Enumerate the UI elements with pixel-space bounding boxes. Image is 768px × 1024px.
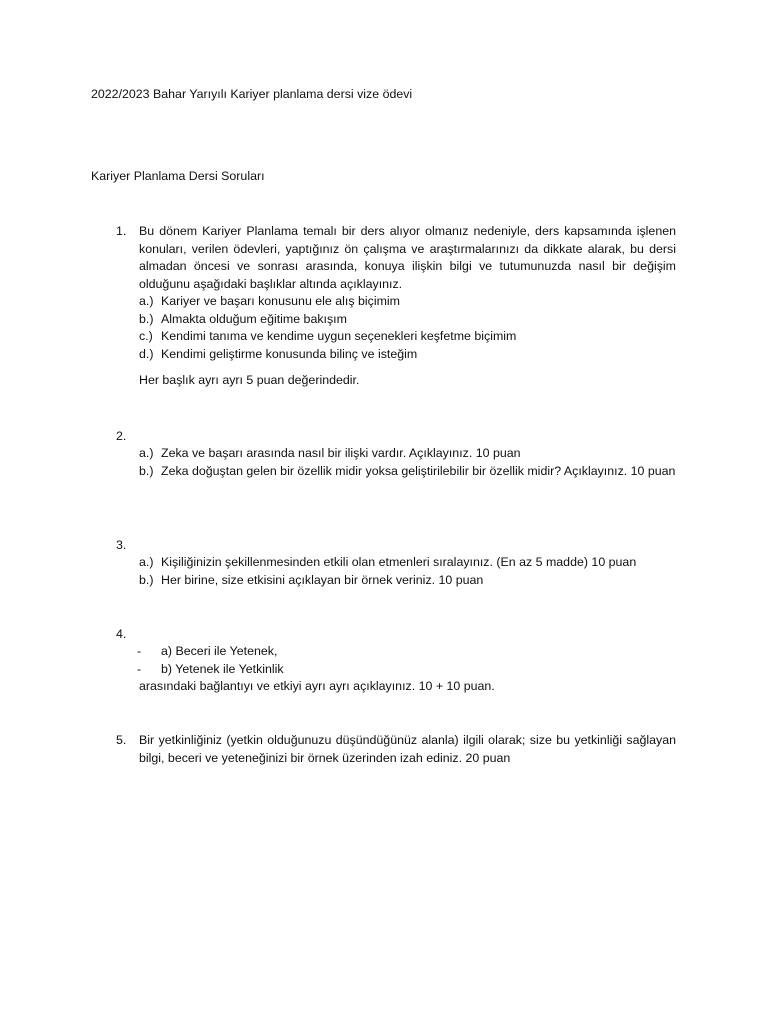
document-header: 2022/2023 Bahar Yarıyılı Kariyer planlama dersi vize ödevi [91, 87, 413, 101]
question-3-item-b [139, 572, 676, 590]
question-5 [139, 732, 676, 767]
item-text: Kariyer ve başarı konusunu ele alış biçimim [161, 294, 400, 308]
question-4-note: arasındaki bağlantıyı ve etkiyi ayrı ayrı açıklayınız. 10 + 10 puan. [139, 679, 495, 693]
question-4-item-a [139, 643, 676, 661]
item-text: Her birine, size etkisini açıklayan bir örnek veriniz. 10 puan [161, 572, 484, 587]
question-5-number: 5. [116, 733, 127, 747]
question-1-item-b [139, 311, 676, 329]
question-2 [139, 445, 676, 480]
question-1-item-a [139, 293, 676, 311]
question-4-number: 4. [116, 627, 127, 641]
item-text: Kendimi tanıma ve kendime uygun seçenekleri keşfetme biçimim [161, 329, 517, 343]
question-3 [139, 554, 676, 589]
question-1-note: Her başlık ayrı ayrı 5 puan değerindedir. [139, 373, 360, 387]
question-3-number: 3. [116, 538, 127, 552]
question-2-number: 2. [116, 429, 127, 443]
question-1-item-d [139, 346, 676, 364]
question-1-text: Bu dönem Kariyer Planlama temalı bir ders alıyor olmanız nedeniyle, ders kapsamında işlenen konuları, verilen ödevleri, yaptığınız ön çalışma ve araştırmalarınızı da dikkate alarak, bu dersi almadan öncesi ve sonrası arasında, konuya ilişkin bilgi ve tutumunuzda nasıl bir değişim olduğunu aşağıdaki başlıklar altında açıklayınız. [139, 224, 676, 291]
question-1 [139, 223, 676, 390]
item-text: Zeka ve başarı arasında nasıl bir ilişki vardır. Açıklayınız. 10 puan [161, 446, 521, 460]
question-1-item-c [139, 328, 676, 346]
item-text: a) Beceri ile Yetenek, [161, 644, 278, 658]
item-text: Kişiliğinizin şekillenmesinden etkili olan etmenleri sıralayınız. (En az 5 madde) 10 puan [161, 555, 637, 569]
document-subtitle: Kariyer Planlama Dersi Soruları [91, 169, 265, 183]
question-5-text: Bir yetkinliğiniz (yetkin olduğunuzu düşündüğünüz alanla) ilgili olarak; size bu yetkinliği sağlayan bilgi, beceri ve yeteneğinizi bir örnek üzerinden izah ediniz. 20 puan [139, 733, 676, 765]
question-1-number: 1. [116, 224, 127, 238]
item-text: Kendimi geliştirme konusunda bilinç ve isteğim [161, 346, 418, 361]
question-4-item-b [139, 661, 676, 679]
question-2-item-a [139, 445, 676, 463]
item-label: b.) [139, 311, 154, 326]
question-4 [139, 643, 676, 696]
item-text: b) Yetenek ile Yetkinlik [161, 661, 284, 676]
item-label: a.) [139, 555, 154, 569]
item-label: c.) [139, 329, 153, 343]
item-label: b.) [139, 572, 154, 587]
item-label: a.) [139, 294, 154, 308]
item-label: d.) [139, 346, 154, 361]
item-label: - [137, 644, 142, 658]
item-label: a.) [139, 446, 154, 460]
item-label: b.) [139, 463, 154, 478]
question-3-item-a [139, 554, 676, 572]
question-2-item-b [139, 463, 676, 481]
item-label: - [137, 661, 142, 676]
item-text: Almakta olduğum eğitime bakışım [161, 311, 347, 326]
item-text: Zeka doğuştan gelen bir özellik midir yoksa geliştirilebilir bir özellik midir? Açıklayınız. 10 puan [161, 463, 676, 478]
